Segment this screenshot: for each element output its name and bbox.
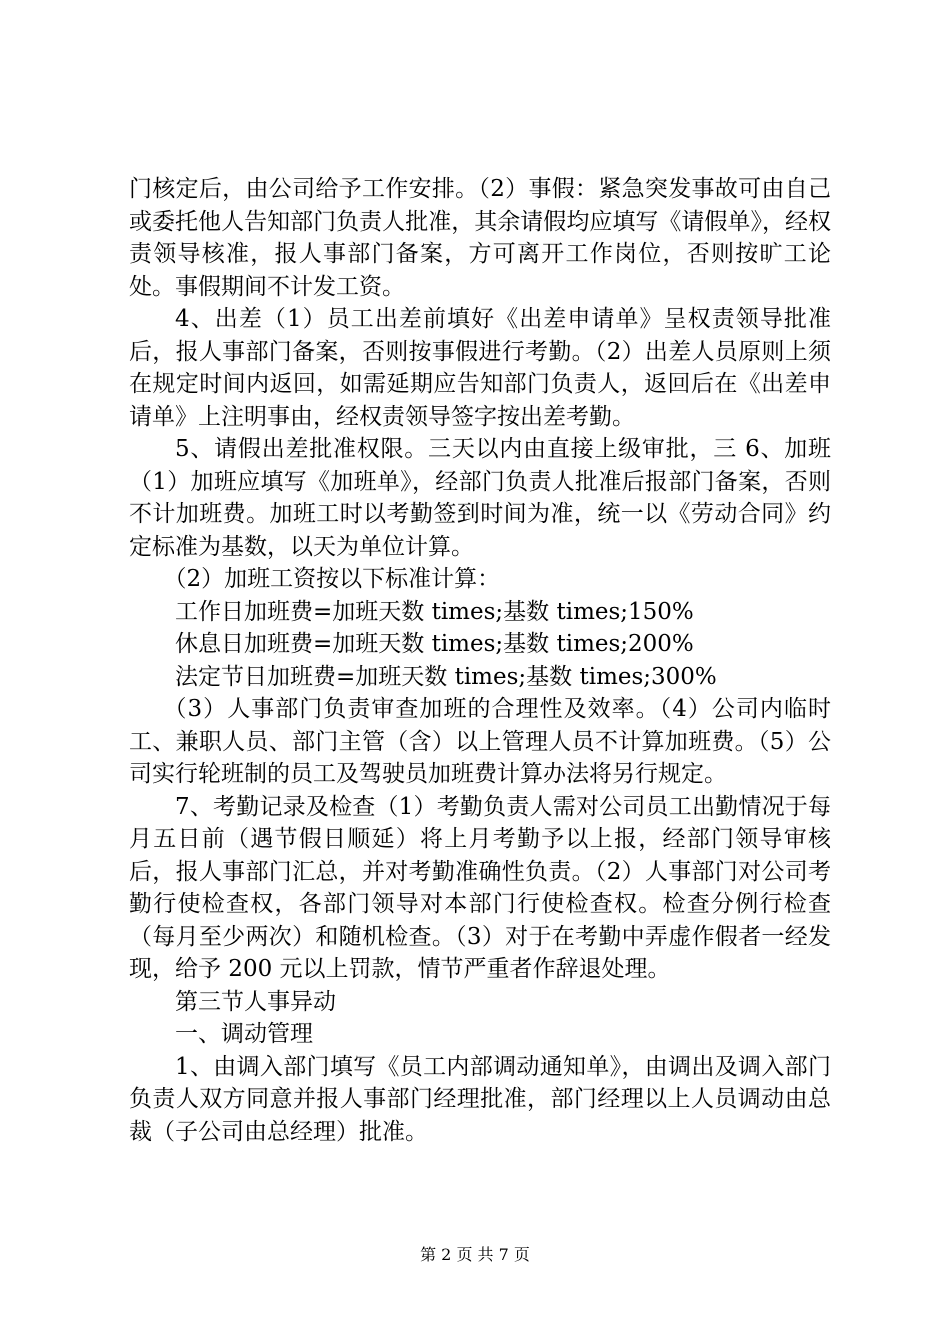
paragraph-transfer-procedure: 1、由调入部门填写《员工内部调动通知单》，由调出及调入部门负责人双方同意并报人事部门经理批准，部门经理以上人员调动由总裁（子公司由总经理）批准。 bbox=[129, 1053, 831, 1145]
section-heading-personnel-change: 第三节人事异动 bbox=[175, 988, 336, 1015]
paragraph-workday-rate: 工作日加班费=加班天数 times;基数 times;150% bbox=[175, 598, 694, 625]
paragraph-attendance-check: 7、考勤记录及检查（1）考勤负责人需对公司员工出勤情况于每月五日前（遇节假日顺延）将上月考勤予以上报，经部门领导审核后，报人事部门汇总，并对考勤准确性负责。（2）人事部门对公司考勤行使检查权，各部门领导对本部门行使检查权。检查分例行检查（每月至少两次）和随机检查。（3）对于在考勤中弄虚作假者一经发现，给予 200 元以上罚款，情节严重者作辞退处理。 bbox=[129, 793, 831, 982]
paragraph-overtime-review: （3）人事部门负责审查加班的合理性及效率。（4）公司内临时工、兼职人员、部门主管（含）以上管理人员不计算加班费。（5）公司实行轮班制的员工及驾驶员加班费计算办法将另行规定。 bbox=[129, 696, 831, 787]
page-number-footer: 第 2 页 共 7 页 bbox=[420, 1245, 530, 1264]
paragraph-holiday-rate: 法定节日加班费=加班天数 times;基数 times;300% bbox=[175, 663, 717, 690]
paragraph-leave-continued: 门核定后，由公司给予工作安排。（2）事假：紧急突发事故可由自己或委托他人告知部门负责人批准，其余请假均应填写《请假单》，经权责领导核准，报人事部门备案，方可离开工作岗位，否则按旷工论处。事假期间不计发工资。 bbox=[129, 176, 831, 300]
paragraph-overtime-standard: （2）加班工资按以下标准计算： bbox=[163, 566, 501, 592]
document-body bbox=[129, 173, 831, 1148]
paragraph-approval-overtime: 5、请假出差批准权限。三天以内由直接上级审批，三 6、加班（1）加班应填写《加班单》，经部门负责人批准后报部门备案，否则不计加班费。加班工时以考勤签到时间为准，统一以《劳动合同》约定标准为基数，以天为单位计算。 bbox=[129, 436, 831, 560]
paragraph-restday-rate: 休息日加班费=加班天数 times;基数 times;200% bbox=[175, 631, 694, 657]
subsection-heading-transfer: 一、调动管理 bbox=[175, 1021, 313, 1047]
paragraph-business-trip: 4、出差（1）员工出差前填好《出差申请单》呈权责领导批准后，报人事部门备案，否则按事假进行考勤。（2）出差人员原则上须在规定时间内返回，如需延期应告知部门负责人，返回后在《出差申请单》上注明事由，经权责领导签字按出差考勤。 bbox=[129, 306, 831, 430]
